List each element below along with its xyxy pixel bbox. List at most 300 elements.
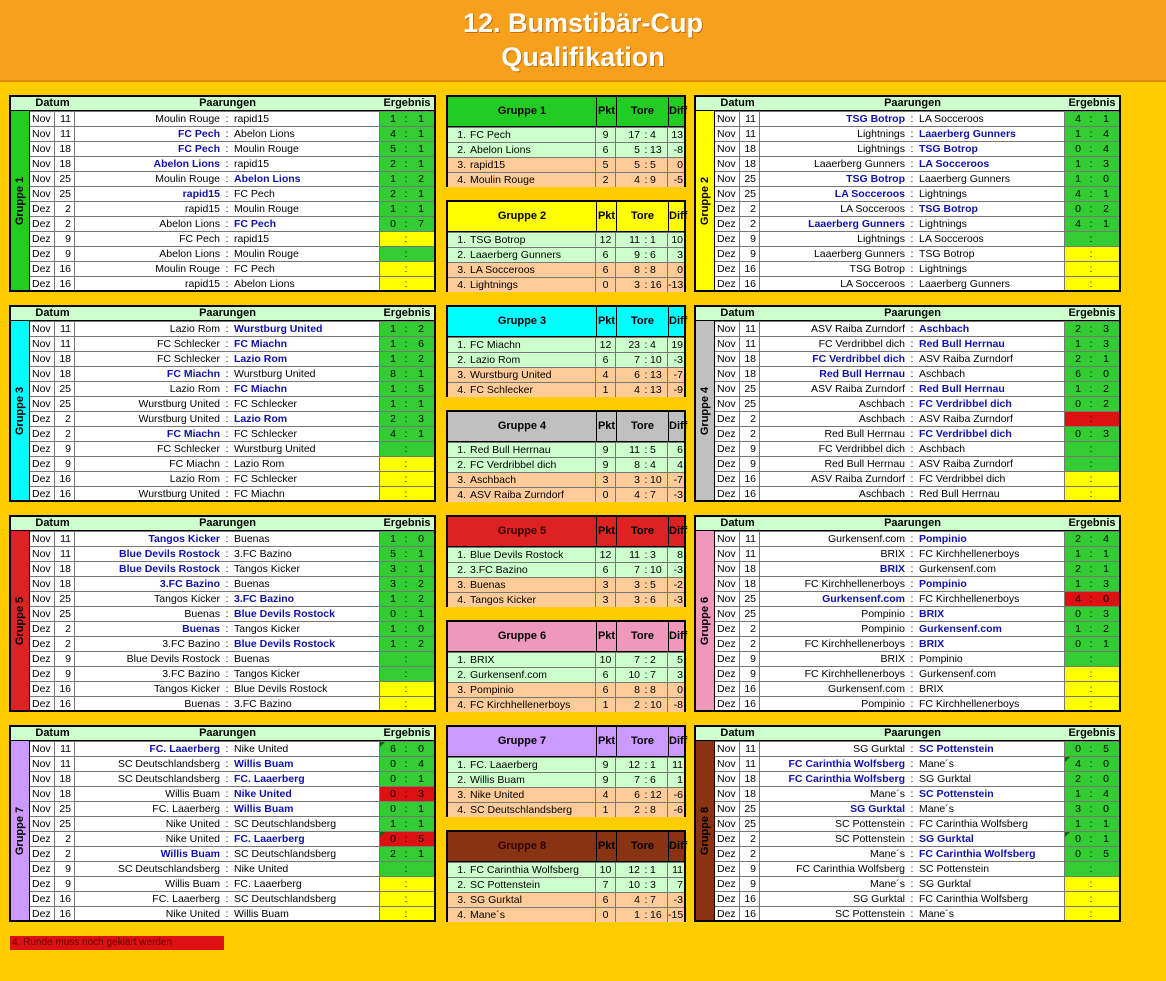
- result-cell: [380, 457, 434, 471]
- home-goals: [383, 862, 403, 876]
- away-team: Moulin Rouge: [232, 202, 380, 216]
- match-header: [11, 517, 434, 531]
- match-row: [30, 621, 434, 636]
- away-team: Lightnings: [917, 217, 1065, 231]
- team-name: Laaerberg Gunners: [468, 248, 596, 262]
- match-row: [30, 816, 434, 831]
- match-month: Dez: [30, 697, 55, 711]
- standings-title: Gruppe 8: [497, 840, 547, 852]
- match-row: [30, 246, 434, 261]
- rank: 2.: [457, 354, 466, 366]
- vs-colon: :: [910, 638, 914, 650]
- match-month: Nov: [715, 187, 740, 201]
- match-row: [715, 771, 1119, 786]
- points: 1: [596, 803, 616, 817]
- standings-header: [448, 97, 688, 127]
- result-cell: [1065, 382, 1119, 396]
- vs-colon: :: [225, 158, 229, 170]
- vs-colon: :: [910, 383, 914, 395]
- group-label-bar: [11, 531, 30, 710]
- result-colon: :: [404, 758, 408, 770]
- rank: 1.: [457, 864, 466, 876]
- result-colon: :: [404, 188, 408, 200]
- result-colon: :: [404, 578, 408, 590]
- result-colon: :: [404, 893, 408, 905]
- match-day: 16: [740, 262, 760, 276]
- home-team: FC Schlecker: [156, 443, 220, 455]
- home-team: FC Schlecker: [156, 338, 220, 350]
- home-team: Mane´s: [869, 878, 905, 890]
- match-row: [30, 396, 434, 411]
- match-month: Nov: [715, 802, 740, 816]
- standings-title: Gruppe 2: [497, 210, 547, 222]
- vs-colon: :: [225, 383, 229, 395]
- ergebnis-header: Ergebnis: [383, 727, 431, 739]
- match-month: Dez: [30, 622, 55, 636]
- match-row: [30, 681, 434, 696]
- result-cell: [1065, 547, 1119, 561]
- match-row: [715, 831, 1119, 846]
- home-team: FC Pech: [177, 143, 220, 155]
- result-colon: :: [404, 353, 408, 365]
- away-team: Lazio Rom: [232, 352, 380, 366]
- match-day: 18: [55, 772, 75, 786]
- match-day: 16: [55, 892, 75, 906]
- home-goals: [383, 442, 403, 456]
- result-colon: :: [404, 233, 408, 245]
- away-team: FC. Laaerberg: [232, 832, 380, 846]
- goals-against: 16: [650, 278, 668, 292]
- match-month: Nov: [30, 802, 55, 816]
- vs-colon: :: [910, 443, 914, 455]
- standings-block-g8: [446, 830, 686, 922]
- goal-diff: -13: [668, 279, 684, 291]
- goal-diff: 10: [671, 234, 683, 246]
- result-cell: [380, 622, 434, 636]
- diff-header: Diff: [668, 727, 686, 756]
- result-colon: :: [404, 773, 408, 785]
- points: 6: [596, 893, 616, 907]
- goals-colon: :: [644, 159, 648, 171]
- home-team: Gurkensenf.com: [822, 593, 905, 605]
- away-goals: 1: [418, 188, 424, 200]
- match-month: Nov: [30, 742, 55, 756]
- vs-colon: :: [910, 143, 914, 155]
- home-team: Red Bull Herrnau: [819, 368, 905, 380]
- goals-for: 3: [634, 474, 640, 486]
- result-cell: [1065, 847, 1119, 861]
- match-day: 25: [55, 802, 75, 816]
- goals-colon: :: [644, 339, 648, 351]
- standings-row: [448, 772, 684, 787]
- match-month: Dez: [715, 862, 740, 876]
- away-goals: 2: [418, 593, 424, 605]
- points: 0: [596, 278, 616, 292]
- match-block-g6: [694, 515, 1121, 712]
- home-team: Mane´s: [869, 788, 905, 800]
- away-team: Blue Devils Rostock: [232, 607, 380, 621]
- result-colon: :: [404, 908, 408, 920]
- away-team: Pompinio: [917, 577, 1065, 591]
- away-team: Blue Devils Rostock: [232, 682, 380, 696]
- match-row: [715, 426, 1119, 441]
- goal-diff: 11: [672, 864, 683, 876]
- away-goals: 1: [418, 608, 424, 620]
- standings-title: Gruppe 5: [497, 525, 547, 537]
- match-day: 9: [740, 247, 760, 261]
- diff-header: Diff: [668, 622, 686, 651]
- paarungen-header: Paarungen: [199, 307, 256, 319]
- away-goals: 1: [418, 803, 424, 815]
- home-goals: 0: [1075, 848, 1081, 860]
- match-month: Dez: [715, 442, 740, 456]
- group-label-bar: [11, 741, 30, 920]
- away-goals: [411, 457, 431, 471]
- vs-colon: :: [910, 563, 914, 575]
- points: 6: [596, 668, 616, 682]
- match-month: Nov: [715, 757, 740, 771]
- standings-header: [448, 622, 688, 652]
- home-team: Moulin Rouge: [155, 263, 220, 275]
- result-cell: [1065, 772, 1119, 786]
- vs-colon: :: [225, 473, 229, 485]
- result-colon: :: [404, 323, 408, 335]
- away-goals: [1096, 277, 1116, 291]
- match-day: 2: [740, 217, 760, 231]
- match-day: 18: [55, 577, 75, 591]
- vs-colon: :: [910, 233, 914, 245]
- away-team: Aschbach: [917, 322, 1065, 336]
- vs-colon: :: [225, 533, 229, 545]
- home-goals: [383, 232, 403, 246]
- goals-colon: :: [644, 549, 648, 561]
- goals-for: 7: [634, 564, 640, 576]
- standings-row: [448, 892, 684, 907]
- away-goals: 1: [1103, 113, 1109, 125]
- goals-for: 3: [634, 594, 640, 606]
- result-cell: [380, 607, 434, 621]
- goals-against: 8: [650, 263, 668, 277]
- away-team: Laaerberg Gunners: [917, 172, 1065, 186]
- match-row: [715, 861, 1119, 876]
- goals-colon: :: [644, 909, 648, 921]
- vs-colon: :: [910, 833, 914, 845]
- vs-colon: :: [910, 908, 914, 920]
- paarungen-header: Paarungen: [884, 727, 941, 739]
- result-cell: [1065, 397, 1119, 411]
- match-day: 11: [740, 532, 760, 546]
- match-day: 2: [55, 622, 75, 636]
- match-month: Nov: [30, 337, 55, 351]
- match-day: 11: [55, 337, 75, 351]
- home-team: ASV Raiba Zurndorf: [811, 383, 905, 395]
- result-cell: [380, 637, 434, 651]
- match-day: 2: [740, 427, 760, 441]
- result-cell: [380, 772, 434, 786]
- home-team: FC Verdribbel dich: [812, 353, 905, 365]
- goal-diff: 11: [672, 759, 683, 771]
- goals-colon: :: [644, 699, 648, 711]
- goals-colon: :: [644, 354, 648, 366]
- match-row: [715, 171, 1119, 186]
- home-team: Nike United: [165, 833, 220, 845]
- result-colon: :: [404, 593, 408, 605]
- away-goals: [411, 892, 431, 906]
- result-colon: :: [404, 413, 408, 425]
- goals-against: 5: [650, 158, 668, 172]
- result-cell: [380, 217, 434, 231]
- rank: 2.: [457, 564, 466, 576]
- match-month: Nov: [715, 787, 740, 801]
- match-day: 25: [740, 607, 760, 621]
- points: 9: [596, 773, 616, 787]
- standings-row: [448, 487, 684, 502]
- paarungen-header: Paarungen: [884, 97, 941, 109]
- match-month: Dez: [715, 457, 740, 471]
- result-cell: [1065, 907, 1119, 921]
- away-goals: 5: [418, 383, 424, 395]
- paarungen-header: Paarungen: [199, 727, 256, 739]
- away-team: FC Verdribbel dich: [917, 427, 1065, 441]
- match-month: Dez: [715, 202, 740, 216]
- result-colon: :: [1089, 113, 1093, 125]
- match-row: [30, 366, 434, 381]
- away-goals: [1096, 682, 1116, 696]
- points: 9: [596, 458, 616, 472]
- home-goals: [383, 487, 403, 501]
- rank: 2.: [457, 879, 466, 891]
- home-goals: 1: [390, 593, 396, 605]
- away-goals: 0: [1103, 803, 1109, 815]
- away-goals: 1: [1103, 548, 1109, 560]
- points: 9: [596, 758, 616, 772]
- match-day: 25: [55, 172, 75, 186]
- vs-colon: :: [910, 773, 914, 785]
- points: 6: [596, 683, 616, 697]
- goals-colon: :: [644, 369, 648, 381]
- result-cell: [380, 472, 434, 486]
- points: 0: [596, 908, 616, 922]
- standings-row: [448, 907, 684, 922]
- match-day: 16: [55, 487, 75, 501]
- match-day: 11: [740, 127, 760, 141]
- vs-colon: :: [225, 413, 229, 425]
- vs-colon: :: [910, 623, 914, 635]
- match-day: 2: [740, 202, 760, 216]
- vs-colon: :: [225, 803, 229, 815]
- result-colon: :: [1089, 353, 1093, 365]
- away-goals: [1096, 862, 1116, 876]
- team-name: Willis Buam: [468, 773, 596, 787]
- home-team: Willis Buam: [165, 878, 220, 890]
- away-team: 3.FC Bazino: [232, 592, 380, 606]
- goal-diff: 3: [677, 249, 683, 261]
- rank: 4.: [457, 279, 466, 291]
- result-cell: [380, 652, 434, 666]
- match-month: Dez: [715, 652, 740, 666]
- match-row: [715, 381, 1119, 396]
- home-goals: 1: [390, 533, 396, 545]
- home-team: SC Pottenstein: [834, 833, 905, 845]
- match-month: Nov: [715, 112, 740, 126]
- away-team: SC Deutschlandsberg: [232, 847, 380, 861]
- away-team: 3.FC Bazino: [232, 547, 380, 561]
- points: 3: [596, 578, 616, 592]
- away-goals: [411, 262, 431, 276]
- match-day: 18: [55, 157, 75, 171]
- home-goals: [1068, 697, 1088, 711]
- match-day: 18: [740, 157, 760, 171]
- team-name: Gurkensenf.com: [468, 668, 596, 682]
- match-month: Nov: [715, 172, 740, 186]
- home-goals: [383, 682, 403, 696]
- datum-header: Datum: [35, 307, 70, 319]
- goals-colon: :: [644, 564, 648, 576]
- result-cell: [1065, 412, 1119, 426]
- away-goals: [1096, 487, 1116, 501]
- result-cell: [380, 532, 434, 546]
- away-goals: [411, 862, 431, 876]
- match-row: [715, 456, 1119, 471]
- match-row: [30, 216, 434, 231]
- away-goals: 1: [418, 158, 424, 170]
- home-goals: 4: [390, 428, 396, 440]
- match-month: Nov: [715, 157, 740, 171]
- goals-colon: :: [644, 654, 648, 666]
- vs-colon: :: [910, 128, 914, 140]
- home-team: Tangos Kicker: [154, 593, 220, 605]
- group-label: Gruppe 8: [699, 806, 711, 855]
- match-row: [715, 246, 1119, 261]
- match-month: Nov: [30, 382, 55, 396]
- match-day: 2: [740, 622, 760, 636]
- match-day: 2: [55, 217, 75, 231]
- home-team: Wurstburg United: [138, 488, 220, 500]
- standings-header: [448, 202, 688, 232]
- match-day: 11: [55, 112, 75, 126]
- away-team: FC Schlecker: [232, 472, 380, 486]
- result-cell: [1065, 622, 1119, 636]
- away-team: rapid15: [232, 157, 380, 171]
- home-goals: 2: [1075, 533, 1081, 545]
- match-row: [715, 801, 1119, 816]
- vs-colon: :: [910, 683, 914, 695]
- result-cell: [380, 592, 434, 606]
- result-cell: [1065, 247, 1119, 261]
- goals-for: 3: [634, 579, 640, 591]
- home-goals: 1: [390, 383, 396, 395]
- vs-colon: :: [225, 758, 229, 770]
- result-colon: :: [1089, 878, 1093, 890]
- standings-header: [448, 307, 688, 337]
- goals-against: 13: [650, 143, 668, 157]
- vs-colon: :: [910, 173, 914, 185]
- match-day: 11: [55, 322, 75, 336]
- match-header: [696, 517, 1119, 531]
- match-row: [30, 111, 434, 126]
- goal-diff: 1: [677, 774, 683, 786]
- away-goals: [1096, 412, 1116, 426]
- away-team: Mane´s: [917, 802, 1065, 816]
- result-cell: [1065, 157, 1119, 171]
- goals-colon: :: [644, 669, 648, 681]
- match-row: [30, 126, 434, 141]
- home-team: Willis Buam: [165, 788, 220, 800]
- away-goals: [411, 907, 431, 921]
- match-month: Nov: [715, 352, 740, 366]
- match-month: Dez: [715, 697, 740, 711]
- match-day: 25: [740, 397, 760, 411]
- match-row: [30, 471, 434, 486]
- goal-diff: -8: [673, 144, 683, 156]
- group-label: Gruppe 6: [699, 596, 711, 645]
- home-goals: 1: [390, 173, 396, 185]
- match-day: 18: [740, 577, 760, 591]
- points: 2: [596, 173, 616, 187]
- away-goals: 0: [418, 533, 424, 545]
- goals-against: 3: [650, 548, 668, 562]
- vs-colon: :: [910, 893, 914, 905]
- away-team: FC Kirchhellenerboys: [917, 592, 1065, 606]
- vs-colon: :: [225, 848, 229, 860]
- goals-for: 7: [634, 654, 640, 666]
- points: 6: [596, 143, 616, 157]
- goals-colon: :: [644, 174, 648, 186]
- home-goals: [1068, 907, 1088, 921]
- result-cell: [380, 487, 434, 501]
- group-label: Gruppe 2: [699, 176, 711, 225]
- away-team: FC Carinthia Wolfsberg: [917, 847, 1065, 861]
- goals-colon: :: [644, 474, 648, 486]
- result-colon: :: [404, 128, 408, 140]
- result-colon: :: [404, 218, 408, 230]
- away-team: Mane´s: [917, 907, 1065, 921]
- vs-colon: :: [225, 548, 229, 560]
- standings-row: [448, 577, 684, 592]
- match-row: [715, 111, 1119, 126]
- home-goals: [1068, 277, 1088, 291]
- page-title: 12. Bumstibär-Cup: [462, 8, 704, 38]
- datum-header: Datum: [35, 517, 70, 529]
- away-goals: 5: [418, 833, 424, 845]
- away-goals: [411, 277, 431, 291]
- home-goals: 2: [390, 158, 396, 170]
- diff-header: Diff: [668, 832, 686, 861]
- match-row: [30, 876, 434, 891]
- match-row: [30, 831, 434, 846]
- standings-block-g4: [446, 410, 686, 502]
- group-label: Gruppe 5: [14, 596, 26, 645]
- result-cell: [380, 127, 434, 141]
- match-day: 25: [55, 592, 75, 606]
- home-goals: 1: [390, 623, 396, 635]
- result-colon: :: [404, 698, 408, 710]
- result-cell: [1065, 187, 1119, 201]
- away-team: ASV Raiba Zurndorf: [917, 352, 1065, 366]
- diff-header: Diff: [668, 97, 686, 126]
- match-row: [715, 741, 1119, 756]
- rank: 4.: [457, 174, 466, 186]
- rank: 3.: [457, 264, 466, 276]
- home-team: Nike United: [165, 908, 220, 920]
- match-day: 2: [740, 832, 760, 846]
- goals-for: 6: [634, 789, 640, 801]
- away-goals: 1: [1103, 833, 1109, 845]
- rank: 1.: [457, 654, 466, 666]
- home-team: SG Gurktal: [850, 803, 905, 815]
- ergebnis-header: Ergebnis: [1068, 307, 1116, 319]
- match-month: Dez: [30, 847, 55, 861]
